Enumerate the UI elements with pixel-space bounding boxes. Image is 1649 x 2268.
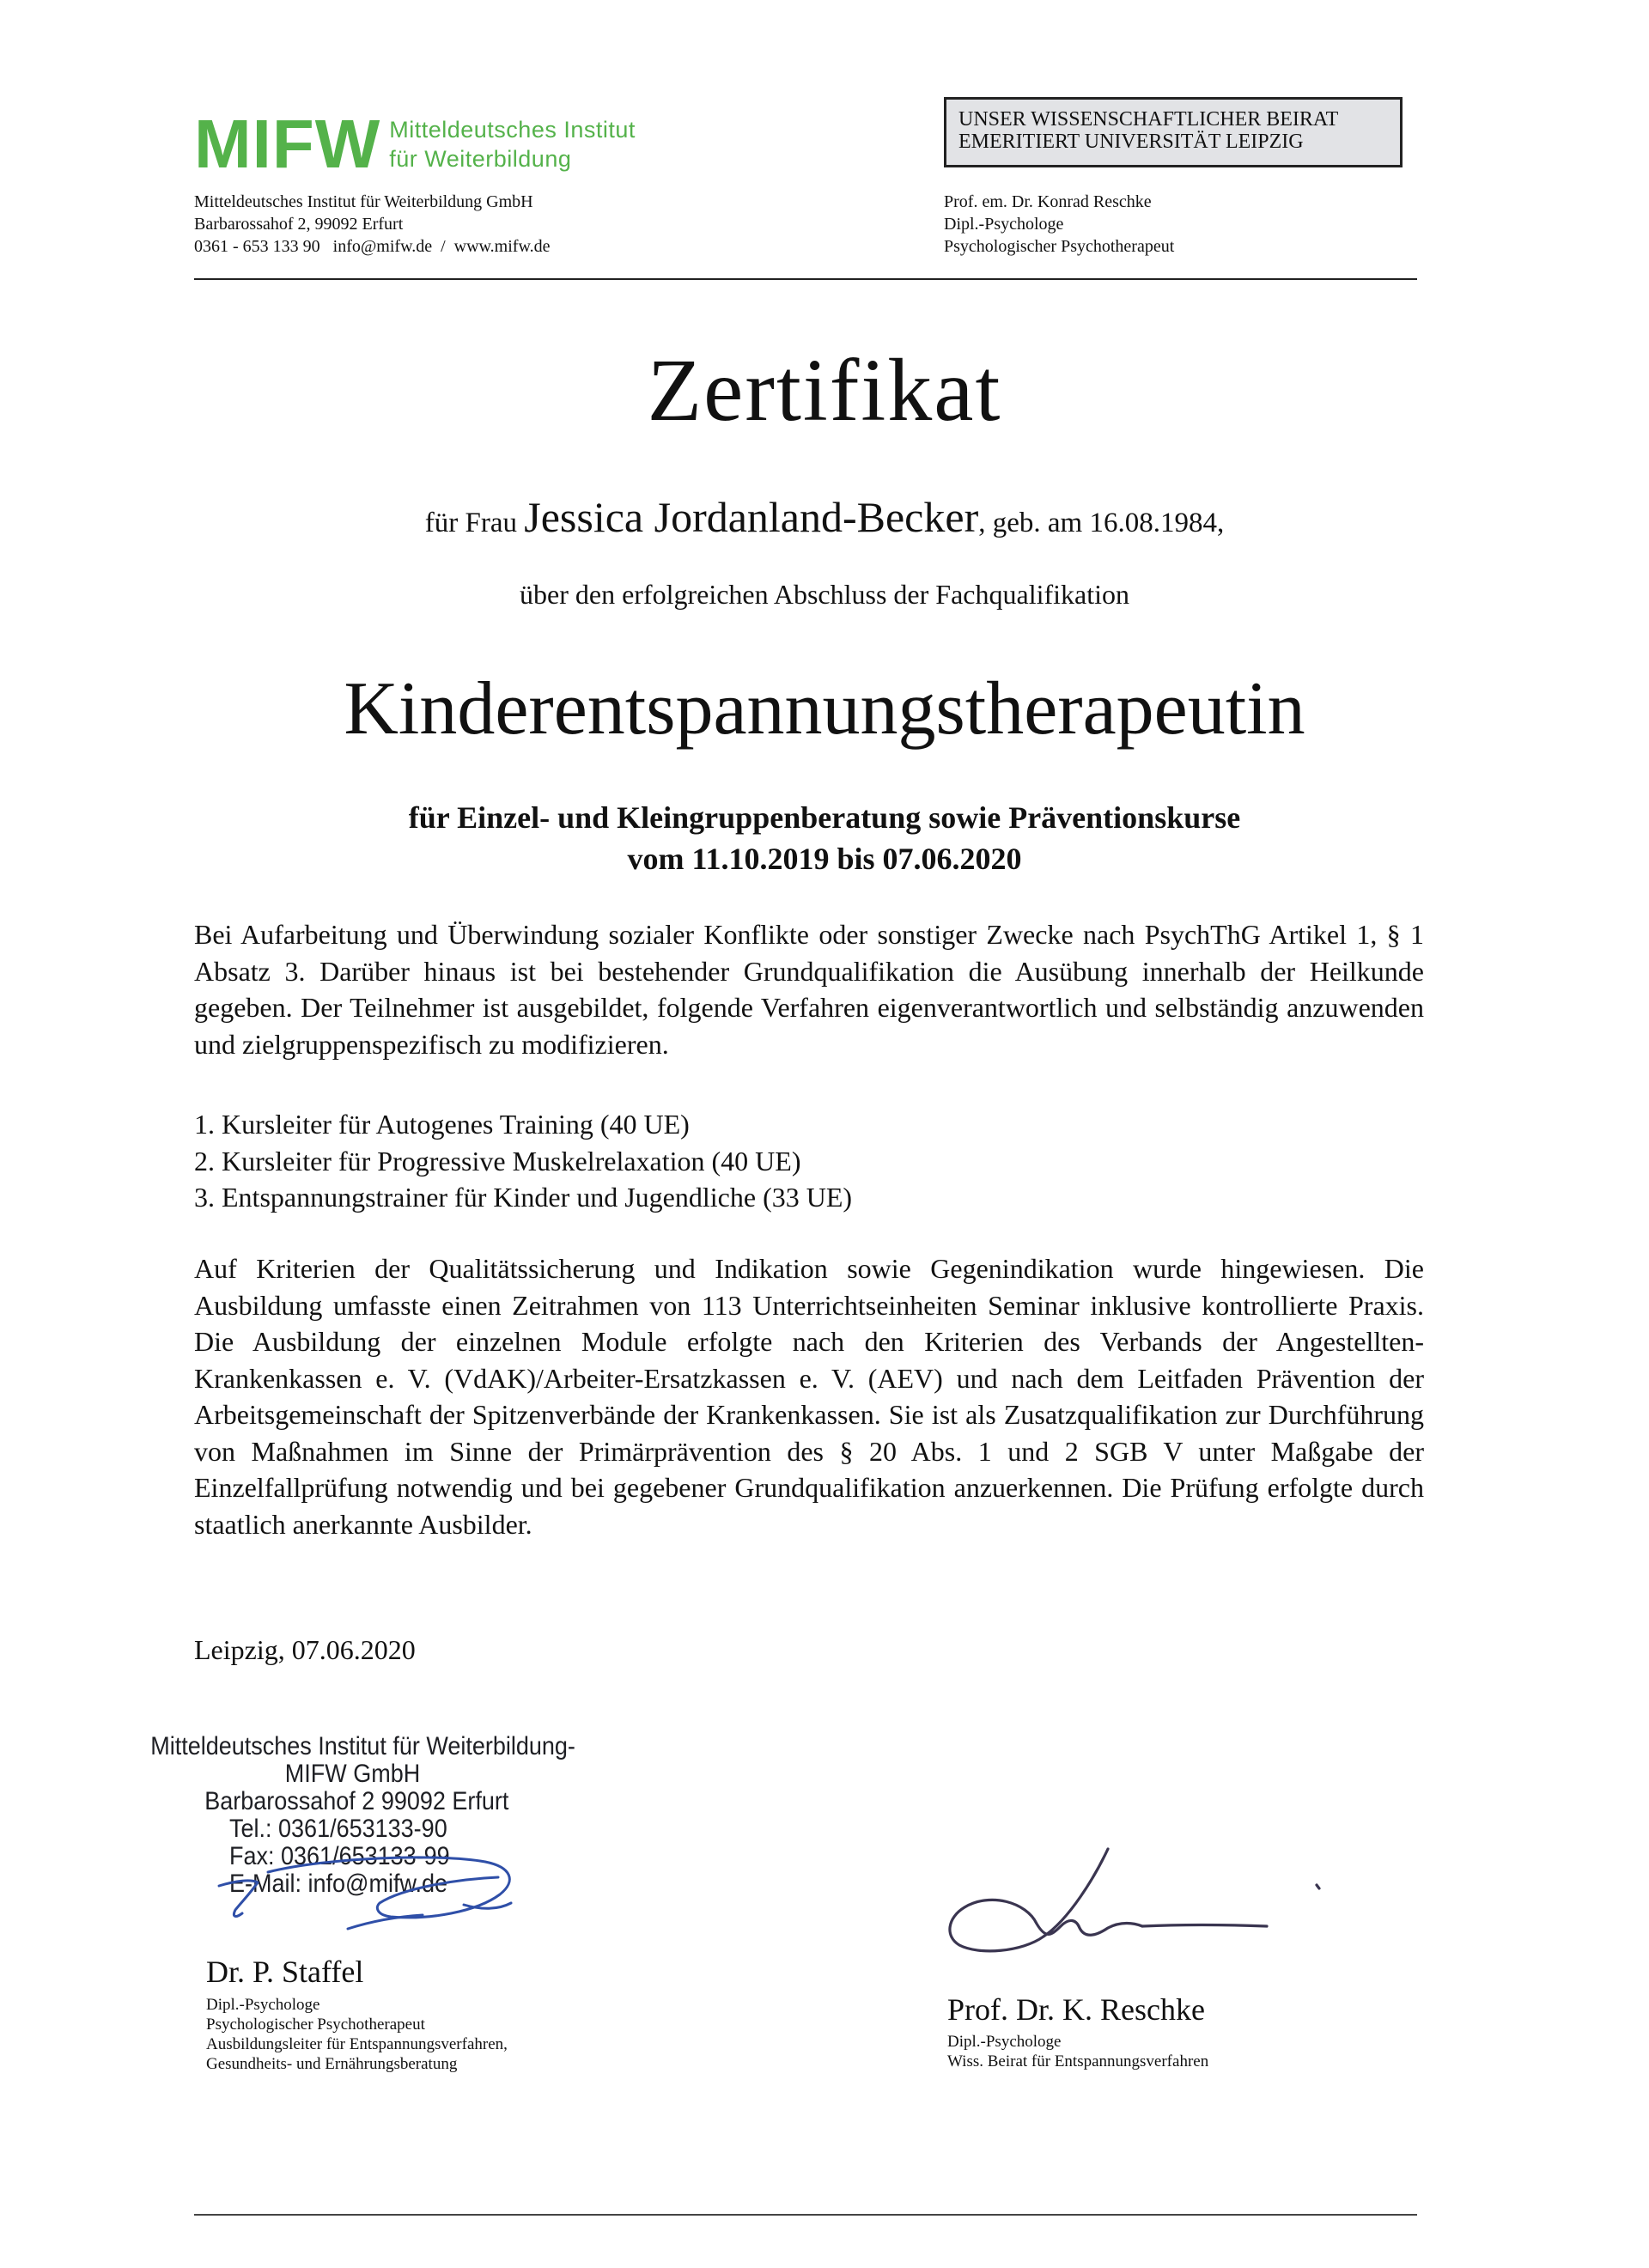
board-person-line2: Dipl.-Psychologe	[944, 215, 1064, 234]
address-line1: Mitteldeutsches Institut für Weiterbildung GmbH	[194, 192, 533, 211]
scientific-board-box	[944, 97, 1403, 167]
stamp-line4: Tel.: 0361/653133-90	[229, 1815, 447, 1843]
staffel-role-4: Gesundheits- und Ernährungsberatung	[206, 2055, 458, 2073]
logo-name-line2: für Weiterbildung	[389, 146, 572, 172]
institute-address	[194, 191, 550, 258]
module-item: 2. Kursleiter für Progressive Muskelrelaxation (40 UE)	[194, 1145, 801, 1177]
stamp-line6: E-Mail: info@mifw.de	[229, 1870, 447, 1898]
institute-logo	[194, 106, 636, 182]
reschke-name: Prof. Dr. K. Reschke	[947, 1992, 1205, 2027]
reschke-role-1: Dipl.-Psychologe	[947, 2033, 1062, 2051]
staffel-roles	[206, 1995, 508, 2074]
address-line2: Barbarossahof 2, 99092 Erfurt	[194, 215, 404, 234]
recipient-name: Jessica Jordanland-Becker	[524, 493, 979, 541]
staffel-name: Dr. P. Staffel	[206, 1955, 364, 1989]
board-box-line1: UNSER WISSENSCHAFTLICHER BEIRAT	[958, 108, 1339, 131]
recipient-prefix: für Frau	[424, 508, 518, 538]
qualification-period: vom 11.10.2019 bis 07.06.2020	[627, 842, 1022, 876]
qualification-subtitle: für Einzel- und Kleingruppenberatung sowie Präventionskurse	[408, 800, 1241, 835]
board-person-line1: Prof. em. Dr. Konrad Reschke	[944, 192, 1152, 211]
qualification-title: Kinderentspannungstherapeutin	[344, 667, 1305, 751]
board-member-info	[944, 191, 1174, 258]
address-line3: 0361 - 653 133 90 info@mifw.de / www.mifw.de	[194, 237, 551, 256]
reschke-signature	[940, 1842, 1353, 1971]
board-person-line3: Psychologischer Psychotherapeut	[944, 237, 1175, 256]
certificate-title: Zertifikat	[647, 341, 1002, 440]
module-list	[194, 1106, 852, 1216]
footer-divider	[194, 2214, 1417, 2216]
stamp-line5: Fax: 0361/653133-99	[229, 1842, 450, 1870]
place-and-date: Leipzig, 07.06.2020	[194, 1634, 416, 1665]
logo-mark: MIFW	[194, 106, 381, 182]
header-divider	[194, 278, 1417, 280]
recipient-birthdate: , geb. am 16.08.1984,	[978, 508, 1225, 538]
staffel-signature	[198, 1827, 601, 1956]
staffel-role-2: Psychologischer Psychotherapeut	[206, 2016, 425, 2034]
staffel-role-3: Ausbildungsleiter für Entspannungsverfahren,	[206, 2035, 508, 2053]
module-item: 3. Entspannungstrainer für Kinder und Jugendliche (33 UE)	[194, 1182, 853, 1213]
recipient-line	[0, 493, 1649, 547]
reschke-role-2: Wiss. Beirat für Entspannungsverfahren	[947, 2052, 1209, 2070]
stamp-line1: Mitteldeutsches Institut für Weiterbildung-	[150, 1732, 575, 1760]
logo-name-line1: Mitteldeutsches Institut	[389, 117, 636, 143]
stamp-line3: Barbarossahof 2 99092 Erfurt	[204, 1787, 509, 1815]
body-paragraph-1: Bei Aufarbeitung und Überwindung sozialer Konflikte oder sonstiger Zwecke nach PsychThG Artikel 1, § 1 Absatz 3. Darüber hinaus ist bei bestehender Grundqualifikation die Ausübung innerhalb der Heilkunde gegeben. Der Teilnehmer ist ausgebildet, folgende Verfahren eigenverantwortlich und selbständig anzuwenden und zielgruppenspezifisch zu modifizieren.	[194, 919, 1424, 1060]
staffel-role-1: Dipl.-Psychologe	[206, 1996, 320, 2014]
board-box-line2: EMERITIERT UNIVERSITÄT LEIPZIG	[958, 131, 1304, 153]
stamp-line2: MIFW GmbH	[284, 1760, 421, 1788]
body-paragraph-2: Auf Kriterien der Qualitätssicherung und Indikation sowie Gegenindikation wurde hingewiesen. Die Ausbildung umfasste einen Zeitrahmen von 113 Unterrichtseinheiten Seminar inklusive kontrollierte Praxis. Die Ausbildung der einzelnen Module erfolgte nach den Kriterien des Verbands der Angestellten-Krankenkassen e. V. (VdAK)/Arbeiter-Ersatzkassen e. V. (AEV) und nach dem Leitfaden Prävention der Arbeitsgemeinschaft der Spitzenverbände der Krankenkassen. Sie ist als Zusatzqualifikation zur Durchführung von Maßnahmen im Sinne der Primärprävention des § 20 Abs. 1 und 2 SGB V unter Maßgabe der Einzelfallprüfung notwendig und bei gegebener Grundqualifikation anzuerkennen. Die Prüfung erfolgte durch staatlich anerkannte Ausbilder.	[194, 1253, 1424, 1540]
module-item: 1. Kursleiter für Autogenes Training (40 UE)	[194, 1109, 690, 1140]
logo-name	[389, 115, 636, 173]
reschke-roles	[947, 2032, 1208, 2071]
qualification-intro: über den erfolgreichen Abschluss der Fachqualifikation	[520, 579, 1129, 610]
